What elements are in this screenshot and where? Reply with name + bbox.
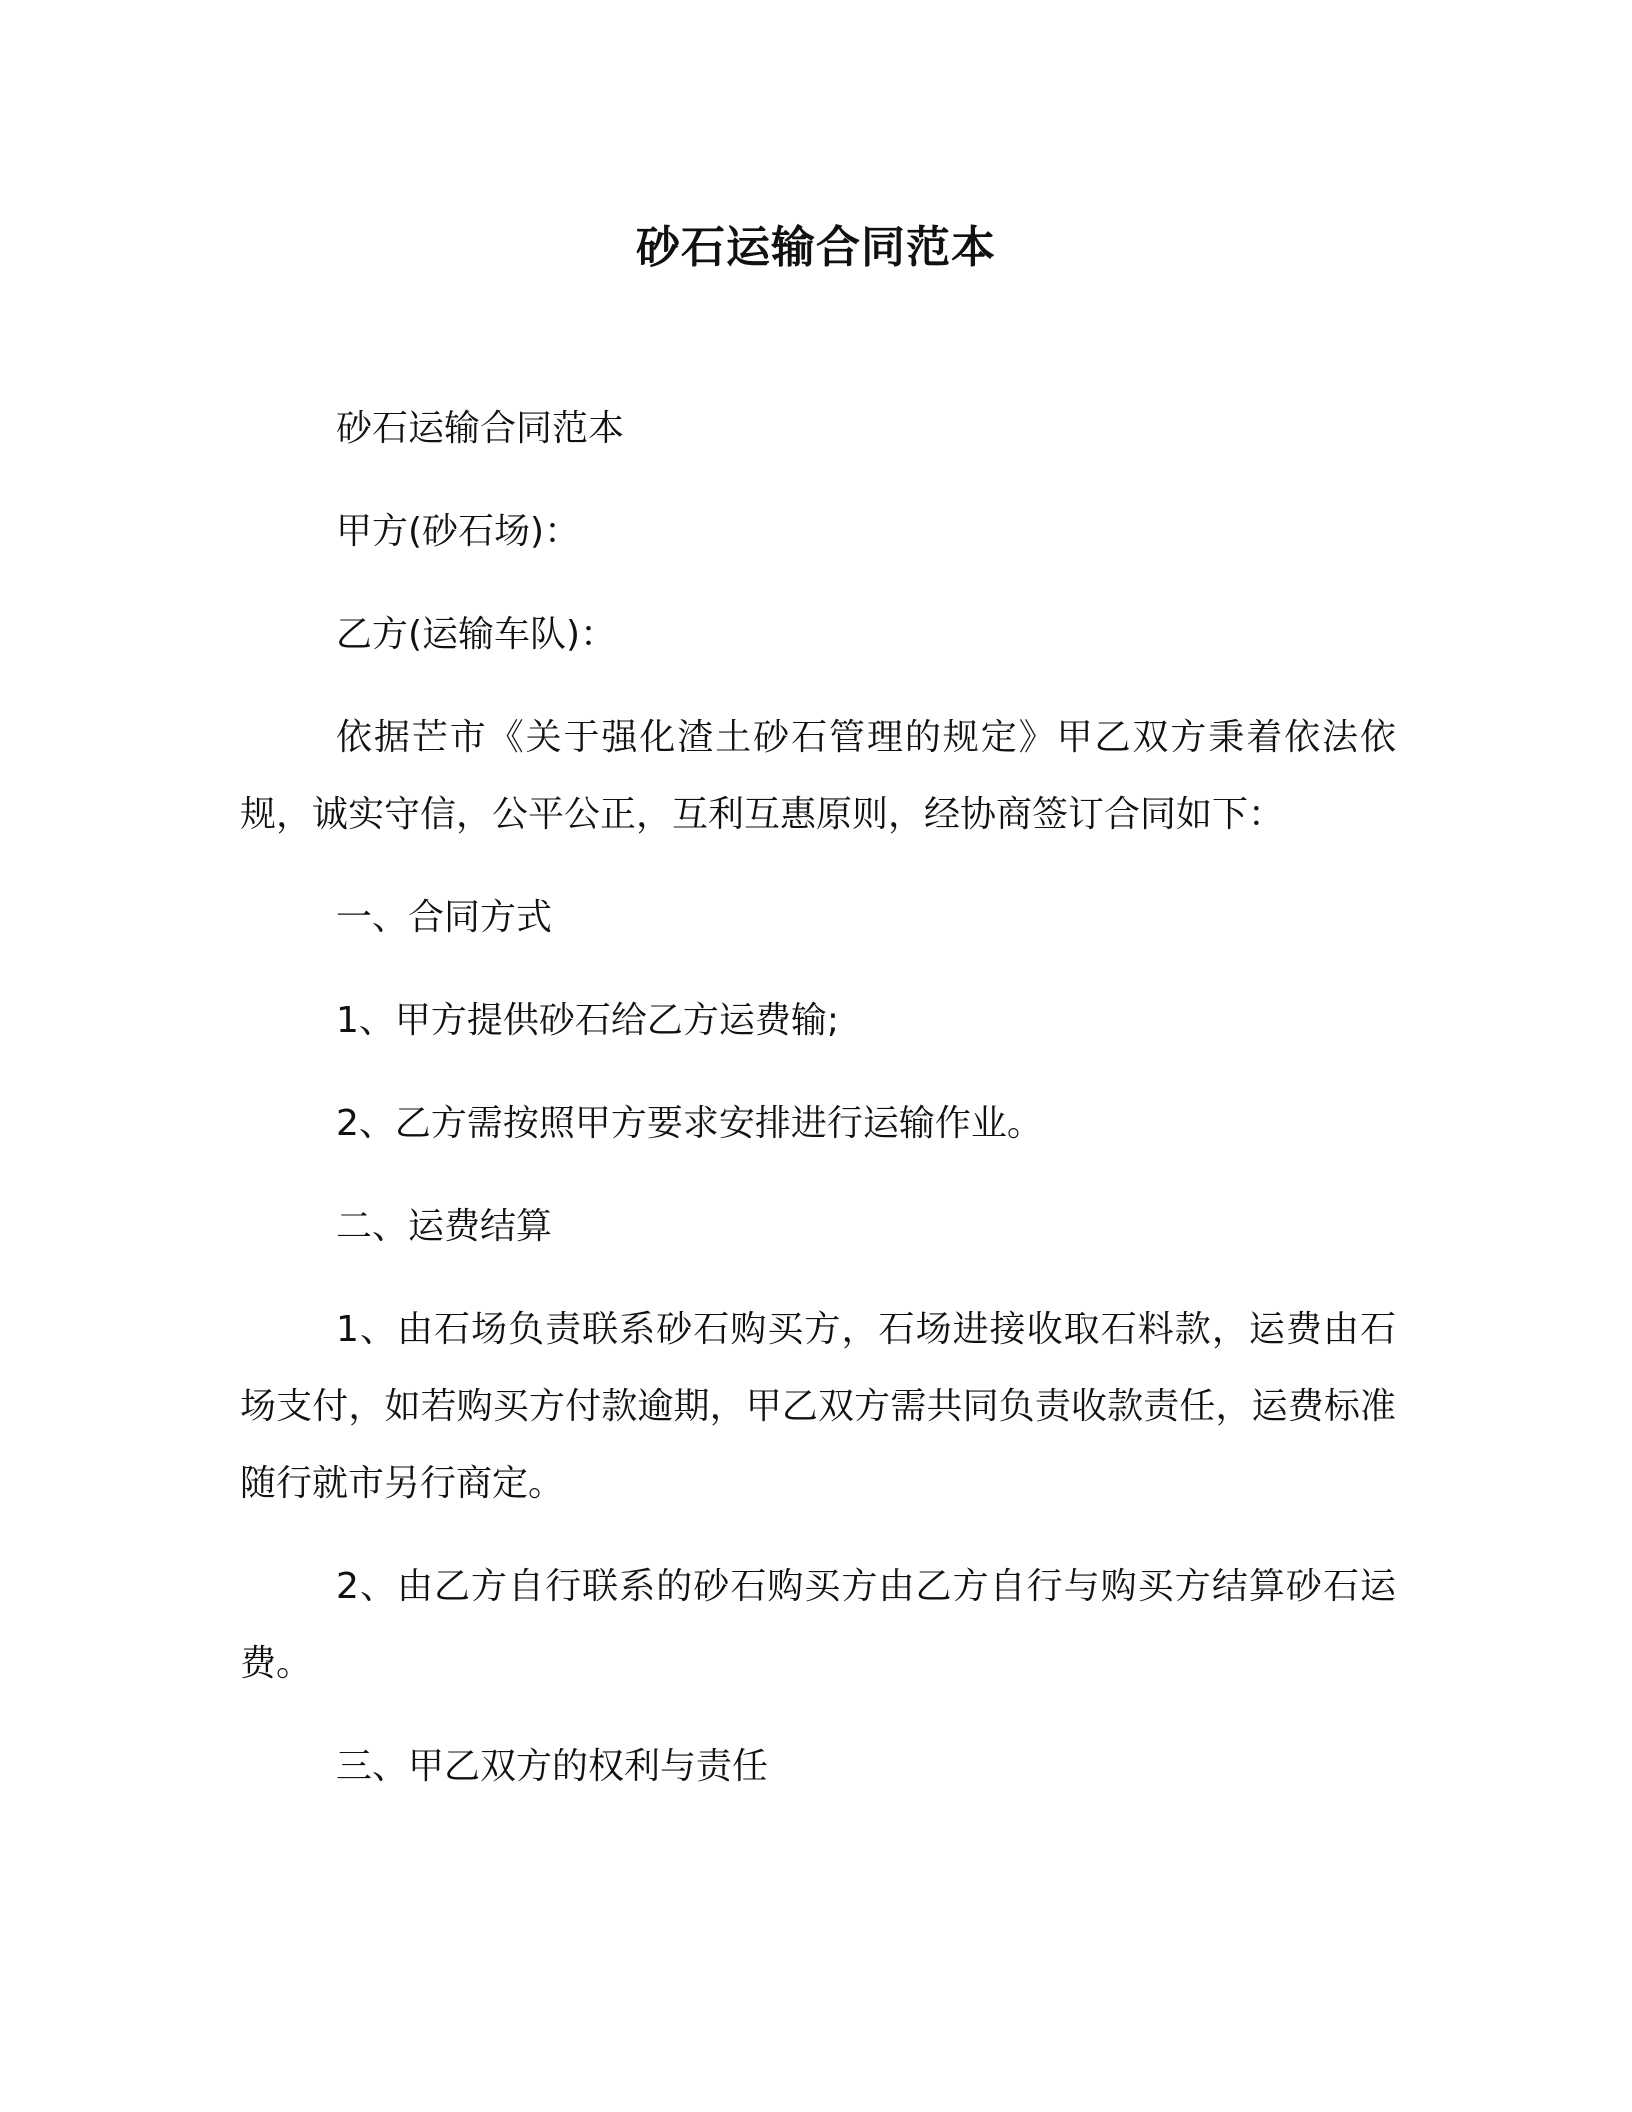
paragraph-party-a: 甲方(砂石场)： bbox=[336, 511, 581, 552]
clause-1-1: 1、甲方提供砂石给乙方运费输; bbox=[336, 1000, 840, 1041]
section-heading-1: 一、合同方式 bbox=[336, 897, 553, 938]
clause-2-1: 1、由石场负责联系砂石购买方，石场进接收取石料款，运费由石场支付，如若购买方付款逾期，甲乙双方需共同负责收款责任，运费标准随行就市另行商定。 bbox=[240, 1309, 1396, 1504]
paragraph-preamble: 依据芒市《关于强化渣土砂石管理的规定》甲乙双方秉着依法依规，诚实守信，公平公正，互利互惠原则，经协商签订合同如下： bbox=[240, 717, 1396, 835]
document-title: 砂石运输合同范本 bbox=[636, 222, 996, 273]
section-heading-2: 二、运费结算 bbox=[336, 1206, 553, 1247]
section-heading-3: 三、甲乙双方的权利与责任 bbox=[336, 1746, 769, 1787]
paragraph-subtitle: 砂石运输合同范本 bbox=[336, 408, 625, 449]
document-body bbox=[240, 390, 1396, 1805]
clause-2-2: 2、由乙方自行联系的砂石购买方由乙方自行与购买方结算砂石运费。 bbox=[240, 1566, 1396, 1684]
paragraph-party-b: 乙方(运输车队)： bbox=[336, 614, 617, 655]
clause-1-2: 2、乙方需按照甲方要求安排进行运输作业。 bbox=[336, 1103, 1043, 1144]
